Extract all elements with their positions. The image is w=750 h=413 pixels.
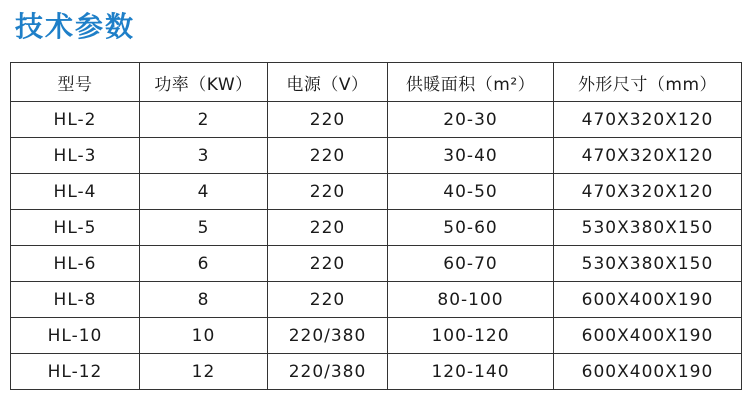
cell-model: HL-12	[11, 354, 140, 390]
cell-voltage: 220	[268, 246, 388, 282]
cell-heating-area: 40-50	[388, 174, 554, 210]
cell-dimensions: 600X400X190	[554, 354, 742, 390]
cell-model: HL-4	[11, 174, 140, 210]
cell-heating-area: 80-100	[388, 282, 554, 318]
page-title: 技术参数	[15, 10, 136, 43]
table-row	[11, 354, 742, 390]
spec-table	[10, 62, 742, 390]
cell-power: 2	[140, 102, 268, 138]
cell-dimensions: 530X380X150	[554, 210, 742, 246]
cell-heating-area: 100-120	[388, 318, 554, 354]
table-row	[11, 246, 742, 282]
cell-heating-area: 120-140	[388, 354, 554, 390]
header-model: 型号	[11, 63, 140, 102]
cell-voltage: 220	[268, 102, 388, 138]
header-row	[11, 63, 742, 102]
cell-dimensions: 600X400X190	[554, 282, 742, 318]
cell-power: 8	[140, 282, 268, 318]
cell-dimensions: 470X320X120	[554, 138, 742, 174]
table-row	[11, 102, 742, 138]
table-row	[11, 318, 742, 354]
cell-voltage: 220/380	[268, 318, 388, 354]
cell-voltage: 220	[268, 210, 388, 246]
table-row	[11, 174, 742, 210]
cell-voltage: 220/380	[268, 354, 388, 390]
cell-power: 6	[140, 246, 268, 282]
cell-power: 10	[140, 318, 268, 354]
cell-power: 4	[140, 174, 268, 210]
cell-model: HL-8	[11, 282, 140, 318]
header-power: 功率（KW）	[140, 63, 268, 102]
cell-heating-area: 20-30	[388, 102, 554, 138]
cell-voltage: 220	[268, 138, 388, 174]
cell-model: HL-2	[11, 102, 140, 138]
table-row	[11, 282, 742, 318]
cell-power: 5	[140, 210, 268, 246]
cell-power: 3	[140, 138, 268, 174]
table-row	[11, 210, 742, 246]
table-row	[11, 138, 742, 174]
header-heating-area: 供暖面积（m²）	[388, 63, 554, 102]
cell-dimensions: 530X380X150	[554, 246, 742, 282]
cell-model: HL-5	[11, 210, 140, 246]
cell-dimensions: 600X400X190	[554, 318, 742, 354]
cell-model: HL-3	[11, 138, 140, 174]
cell-dimensions: 470X320X120	[554, 102, 742, 138]
cell-voltage: 220	[268, 282, 388, 318]
cell-heating-area: 50-60	[388, 210, 554, 246]
header-voltage: 电源（V）	[268, 63, 388, 102]
header-dimensions: 外形尺寸（mm）	[554, 63, 742, 102]
cell-heating-area: 60-70	[388, 246, 554, 282]
cell-model: HL-10	[11, 318, 140, 354]
cell-dimensions: 470X320X120	[554, 174, 742, 210]
cell-heating-area: 30-40	[388, 138, 554, 174]
cell-voltage: 220	[268, 174, 388, 210]
cell-power: 12	[140, 354, 268, 390]
cell-model: HL-6	[11, 246, 140, 282]
